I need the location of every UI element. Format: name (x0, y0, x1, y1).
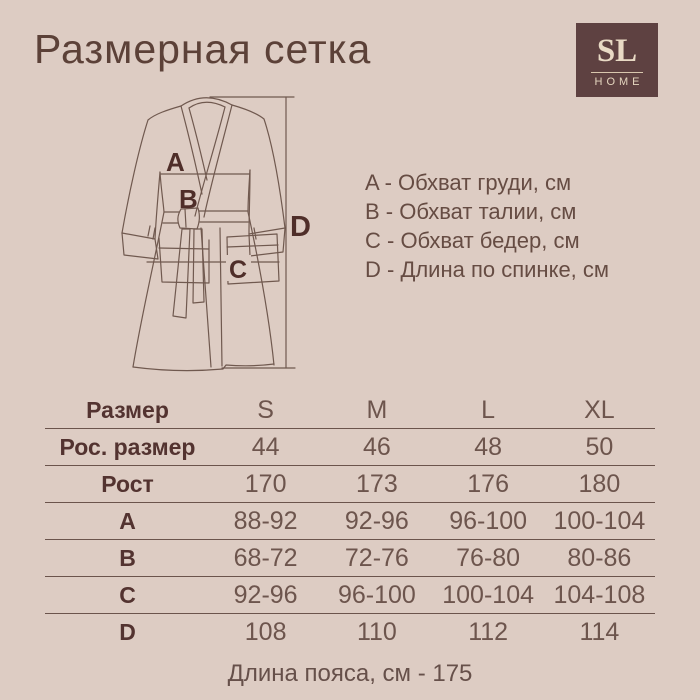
robe-sleeve-left-inner (155, 172, 160, 239)
table-row-c (45, 577, 655, 614)
robe-lapel-right-inner (195, 107, 225, 216)
row-header: D (119, 619, 136, 645)
robe-body-right (248, 170, 274, 365)
measurement-letter-d: D (290, 211, 311, 243)
table-cell: 50 (585, 432, 614, 461)
table-cell: 176 (467, 469, 509, 498)
table-cell: 104-108 (553, 580, 646, 609)
table-cell: 76-80 (456, 543, 521, 572)
table-row-d (45, 614, 655, 651)
table-cell: 96-100 (337, 580, 416, 609)
robe-cuff-left (122, 233, 158, 259)
table-cell: 92-96 (233, 580, 298, 609)
robe-sleeve-right-outer (232, 105, 285, 228)
legend-item-waist: B - Обхват талии, см (365, 199, 577, 224)
table-cell: 114 (579, 618, 620, 646)
robe-tie-right (193, 229, 204, 303)
robe-hem (133, 364, 274, 371)
table-cell: 170 (244, 469, 287, 498)
size-col-l: L (481, 395, 496, 424)
table-cell: 100-104 (553, 506, 646, 535)
table-row-b (45, 540, 655, 577)
table-cell: 88-92 (233, 506, 298, 535)
measurement-legend (365, 168, 609, 284)
size-table (45, 392, 655, 688)
table-cell: 46 (362, 432, 391, 461)
size-col-m: M (366, 395, 388, 424)
table-cell: 96-100 (449, 506, 528, 535)
robe-belt-bottom (163, 222, 248, 223)
row-header: Рост (101, 470, 154, 497)
table-cell: 173 (356, 469, 398, 498)
table-cell: 110 (356, 618, 397, 646)
table-cell: 44 (251, 432, 280, 461)
table-row-a (45, 503, 655, 540)
table-cell: 80-86 (567, 543, 632, 572)
legend-item-chest: A - Обхват груди, см (365, 170, 572, 195)
brand-logo (576, 23, 658, 97)
table-cell: 48 (474, 432, 503, 461)
robe-lapel-right-outer (204, 105, 232, 217)
brand-monogram: SL (596, 32, 638, 69)
belt-length-note: Длина пояса, см - 175 (227, 660, 473, 687)
robe-front-edge-right (220, 228, 222, 366)
table-cell: 180 (578, 469, 621, 498)
robe-neck-inner (189, 102, 225, 108)
robe-pocket-left (159, 238, 209, 283)
table-row-ru-size (45, 429, 655, 466)
robe-belt-top (164, 211, 248, 212)
brand-wordmark: HOME (594, 75, 644, 88)
table-cell: 92-96 (344, 506, 409, 535)
row-header: C (119, 581, 136, 608)
size-col-s: S (257, 395, 274, 424)
table-cell: 72-76 (344, 543, 409, 572)
row-header: B (119, 544, 136, 571)
table-row-sizes (45, 392, 655, 429)
logo-divider (591, 72, 643, 73)
table-cell: 68-72 (233, 543, 298, 572)
measurement-letter-b: B (179, 184, 198, 214)
size-col-xl: XL (584, 395, 615, 424)
measurement-letter-a: A (166, 147, 185, 177)
robe-diagram (103, 88, 318, 388)
table-cell: 108 (244, 618, 287, 646)
legend-item-length: D - Длина по спинке, см (365, 257, 610, 282)
robe-pocket-left-band (159, 248, 209, 249)
page-title: Размерная сетка (34, 26, 372, 72)
table-cell: 100-104 (442, 580, 534, 609)
row-header: Рос. размер (59, 433, 196, 460)
measurement-letter-c: C (229, 256, 248, 284)
legend-item-hips: C - Обхват бедер, см (365, 228, 580, 253)
table-row-height (45, 466, 655, 503)
robe-tie-left (173, 229, 190, 318)
row-header: Размер (86, 396, 169, 423)
robe-lapel-left-inner (189, 108, 207, 180)
robe-body-left (133, 172, 164, 367)
row-header: A (119, 507, 136, 534)
robe-pocket-right-band (227, 245, 278, 247)
robe-cuff-left-top (122, 233, 155, 239)
table-cell: 112 (468, 618, 509, 646)
